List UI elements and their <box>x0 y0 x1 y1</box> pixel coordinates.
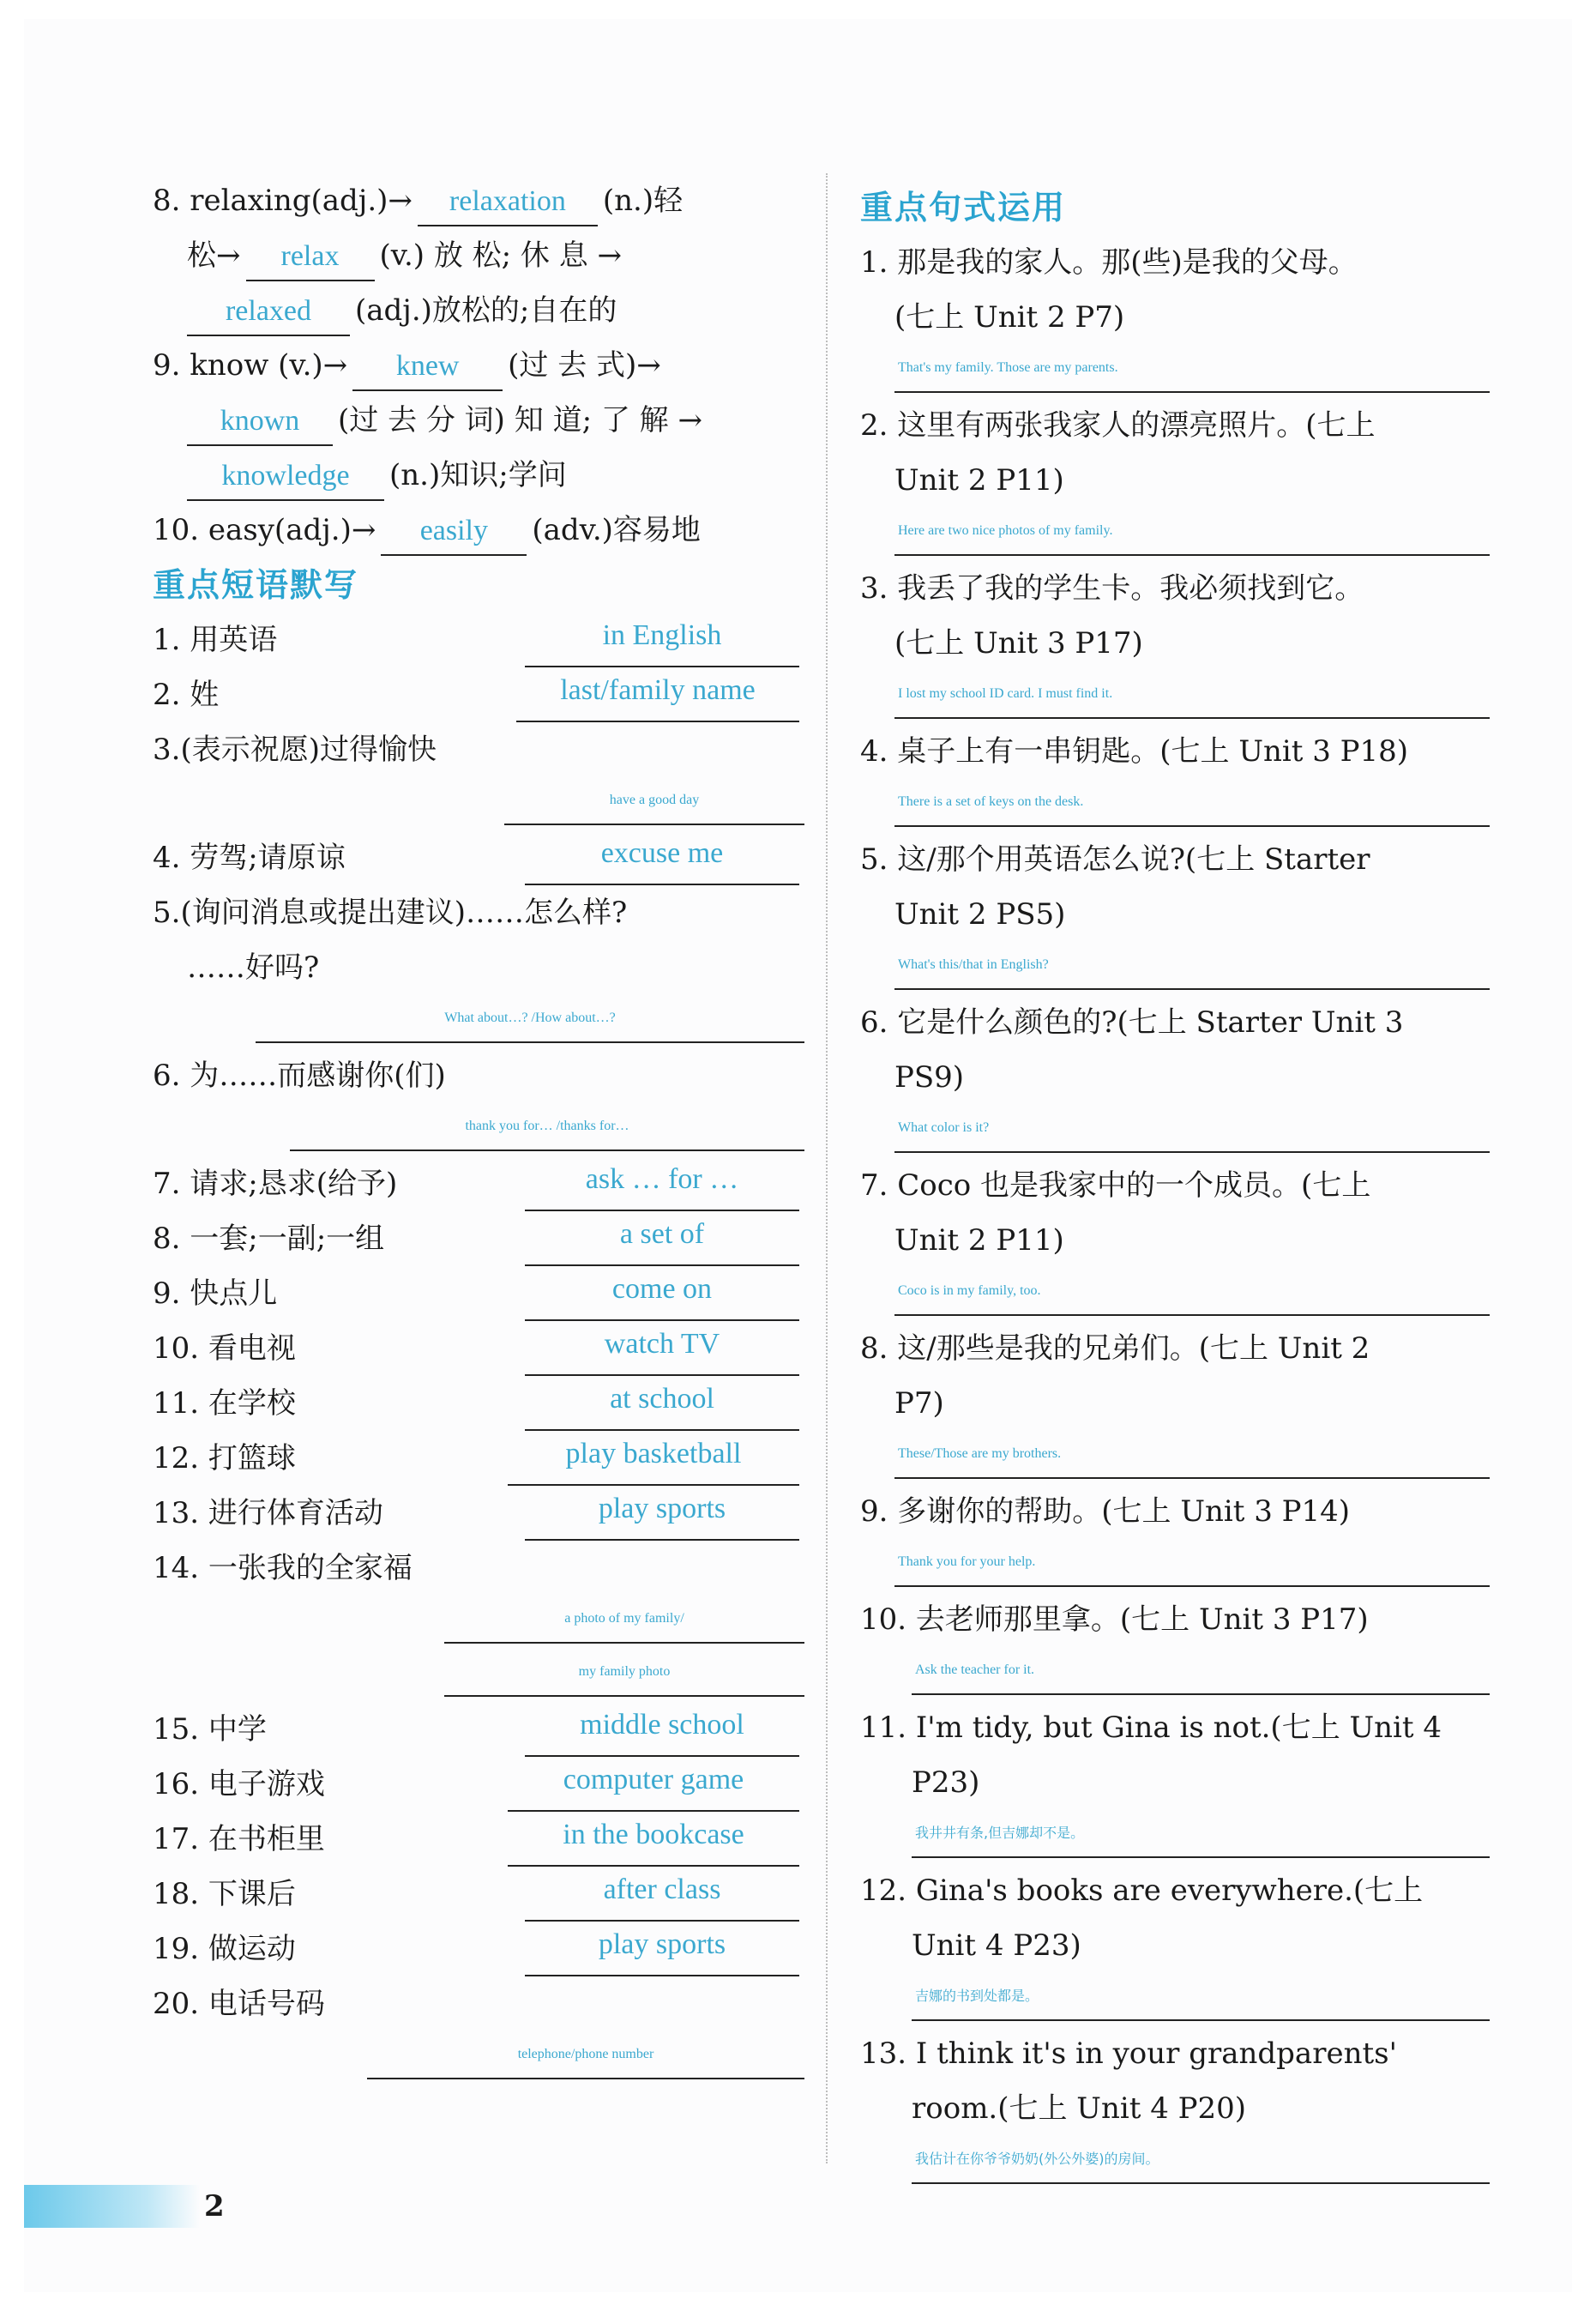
sentence-source: Unit 2 P11) <box>894 463 1064 498</box>
phrase-item <box>153 1757 804 1812</box>
sentence-item <box>860 1863 1486 2026</box>
page-number-bar <box>24 2185 200 2228</box>
phrase-item <box>153 1431 804 1486</box>
sentence-item <box>860 235 1486 398</box>
phrase-prompt: 6. 为……而感谢你(们) <box>153 1059 446 1093</box>
answer: have a good day <box>504 777 804 825</box>
phrase-item <box>153 1156 804 1211</box>
vocab-item <box>153 503 804 558</box>
phrase-item <box>153 830 804 885</box>
page-number: 2 <box>204 2189 225 2224</box>
vocab-prompt: 松→ <box>187 238 241 273</box>
answer: What's this/that in English? <box>894 942 1490 990</box>
answer: ask … for … <box>525 1156 799 1211</box>
phrase-prompt: 16. 电子游戏 <box>153 1767 325 1801</box>
sentence-item <box>860 1484 1486 1592</box>
section-title-phrases: 重点短语默写 <box>153 566 359 604</box>
phrase-prompt: 11. 在学校 <box>153 1386 296 1421</box>
left-column <box>153 173 804 2085</box>
answer: telephone/phone number <box>367 2031 804 2079</box>
sentence-source: room.(七上 Unit 4 P20) <box>912 2091 1247 2126</box>
phrase-prompt: 10. 看电视 <box>153 1331 296 1366</box>
answer: middle school <box>525 1702 799 1757</box>
phrase-prompt: 14. 一张我的全家福 <box>153 1551 413 1585</box>
section-title-sentences: 重点句式运用 <box>860 189 1067 226</box>
answer: These/Those are my brothers. <box>894 1431 1490 1479</box>
answer-line <box>153 777 804 830</box>
phrase-item <box>153 1486 804 1541</box>
sentence-prompt: 7. Coco 也是我家中的一个成员。(七上 <box>860 1168 1371 1203</box>
answer: There is a set of keys on the desk. <box>894 779 1490 827</box>
answer: my family photo <box>444 1649 804 1697</box>
phrase-item <box>153 1702 804 1757</box>
phrase-prompt: 17. 在书柜里 <box>153 1822 325 1856</box>
vocab-prompt: 8. relaxing(adj.)→ <box>153 184 413 218</box>
phrase-prompt: 3.(表示祝愿)过得愉快 <box>153 733 437 767</box>
phrase-item <box>153 1048 804 1103</box>
answer: Here are two nice photos of my family. <box>894 508 1490 556</box>
sentence-item <box>860 1700 1486 1863</box>
vocab-tail: (过 去 分 词) 知 道; 了 解 → <box>338 403 702 437</box>
sentence-item <box>860 2026 1486 2189</box>
phrase-item <box>153 1867 804 1922</box>
worksheet-page <box>24 19 1572 2292</box>
phrase-item <box>153 1266 804 1321</box>
answer: come on <box>525 1266 799 1321</box>
phrase-prompt: 8. 一套;一副;一组 <box>153 1222 385 1256</box>
sentence-item <box>860 832 1486 995</box>
vocab-item-line <box>153 283 804 338</box>
phrase-prompt: 19. 做运动 <box>153 1932 296 1966</box>
sentence-source: P7) <box>894 1386 944 1421</box>
sentence-prompt: 10. 去老师那里拿。(七上 Unit 3 P17) <box>860 1602 1369 1637</box>
answer: a set of <box>525 1211 799 1266</box>
sentence-prompt: 4. 桌子上有一串钥匙。(七上 Unit 3 P18) <box>860 734 1409 769</box>
answer: known <box>187 398 333 446</box>
phrase-item <box>153 1922 804 1976</box>
answer: play sports <box>525 1486 799 1541</box>
vocab-item <box>153 338 804 393</box>
answer: Coco is in my family, too. <box>894 1268 1490 1316</box>
sentence-item <box>860 1158 1486 1321</box>
answer: What about…? /How about…? <box>256 995 804 1043</box>
answer-line <box>153 1103 804 1156</box>
answer: relax <box>246 233 375 281</box>
phrase-item <box>153 885 804 940</box>
sentence-prompt: 8. 这/那些是我的兄弟们。(七上 Unit 2 <box>860 1331 1370 1366</box>
answer: watch TV <box>525 1321 799 1376</box>
sentence-source: (七上 Unit 3 P17) <box>894 626 1143 661</box>
sentence-source: Unit 2 P11) <box>894 1223 1064 1258</box>
sentence-prompt: 13. I think it's in your grandparents' <box>860 2036 1397 2071</box>
vocab-item-line <box>153 448 804 503</box>
phrase-item <box>153 667 804 722</box>
sentence-prompt: 12. Gina's books are everywhere.(七上 <box>860 1874 1424 1908</box>
answer: That's my family. Those are my parents. <box>894 345 1490 393</box>
phrase-item <box>153 612 804 667</box>
answer: knew <box>352 343 503 391</box>
answer: Thank you for your help. <box>894 1539 1490 1587</box>
phrase-prompt: 20. 电话号码 <box>153 1987 325 2021</box>
phrase-prompt: 7. 请求;恳求(给予) <box>153 1167 398 1201</box>
phrase-prompt: 9. 快点儿 <box>153 1276 278 1311</box>
phrase-prompt: 5.(询问消息或提出建议)……怎么样? <box>153 896 628 930</box>
sentence-prompt: 3. 我丢了我的学生卡。我必须找到它。 <box>860 571 1364 606</box>
answer: play sports <box>525 1922 799 1976</box>
answer: Ask the teacher for it. <box>912 1647 1490 1695</box>
answer: I lost my school ID card. I must find it. <box>894 671 1490 719</box>
sentence-item <box>860 1321 1486 1484</box>
sentence-source: P23) <box>912 1765 980 1800</box>
sentence-source: Unit 2 PS5) <box>894 897 1066 932</box>
answer: in English <box>525 612 799 667</box>
answer: at school <box>525 1376 799 1431</box>
sentence-prompt: 1. 那是我的家人。那(些)是我的父母。 <box>860 245 1358 280</box>
answer: 吉娜的书到处都是。 <box>912 1973 1490 2021</box>
answer: a photo of my family/ <box>444 1596 804 1644</box>
vocab-tail: (adv.)容易地 <box>532 513 701 547</box>
answer: last/family name <box>516 667 799 722</box>
phrase-prompt: 12. 打篮球 <box>153 1441 296 1475</box>
answer: easily <box>381 508 527 556</box>
sentence-item <box>860 995 1486 1158</box>
vocab-item-line <box>153 393 804 448</box>
sentence-item <box>860 398 1486 561</box>
vocab-tail: (n.)知识;学问 <box>389 458 567 492</box>
phrase-prompt: 2. 姓 <box>153 678 220 712</box>
answer: play basketball <box>508 1431 799 1486</box>
answer: excuse me <box>525 830 799 885</box>
answer: after class <box>525 1867 799 1922</box>
answer: computer game <box>508 1757 799 1812</box>
sentence-prompt: 5. 这/那个用英语怎么说?(七上 Starter <box>860 842 1370 877</box>
sentence-item <box>860 561 1486 724</box>
phrase-item-line <box>153 940 804 995</box>
vocab-item <box>153 173 804 228</box>
vocab-tail: (v.) 放 松; 休 息 → <box>379 238 622 273</box>
sentence-source: PS9) <box>894 1060 965 1095</box>
phrase-item <box>153 722 804 777</box>
right-column <box>860 180 1486 2189</box>
phrase-prompt: 4. 劳驾;请原谅 <box>153 841 346 875</box>
phrase-prompt: 13. 进行体育活动 <box>153 1496 383 1530</box>
sentence-prompt: 11. I'm tidy, but Gina is not.(七上 Unit 4 <box>860 1711 1442 1745</box>
phrase-item <box>153 1376 804 1431</box>
answer: in the bookcase <box>508 1812 799 1867</box>
phrase-prompt: 15. 中学 <box>153 1712 267 1747</box>
answer-line <box>153 1649 804 1702</box>
answer: 我估计在你爷爷奶奶(外公外婆)的房间。 <box>912 2136 1490 2184</box>
sentence-item <box>860 1592 1486 1700</box>
phrase-item <box>153 1541 804 1596</box>
phrase-item <box>153 1211 804 1266</box>
vocab-tail: (过 去 式)→ <box>508 348 661 383</box>
sentence-source: Unit 4 P23) <box>912 1928 1081 1963</box>
sentence-prompt: 9. 多谢你的帮助。(七上 Unit 3 P14) <box>860 1494 1351 1529</box>
answer: 我井井有条,但吉娜却不是。 <box>912 1810 1490 1858</box>
vocab-item-line <box>153 228 804 283</box>
vocab-tail: (adj.)放松的;自在的 <box>355 293 617 328</box>
answer: relaxed <box>187 288 350 336</box>
sentence-item <box>860 724 1486 832</box>
sentence-source: (七上 Unit 2 P7) <box>894 300 1125 335</box>
answer: knowledge <box>187 453 384 501</box>
answer: thank you for… /thanks for… <box>290 1103 804 1151</box>
sentence-prompt: 2. 这里有两张我家人的漂亮照片。(七上 <box>860 408 1376 443</box>
answer: relaxation <box>418 178 598 226</box>
sentence-prompt: 6. 它是什么颜色的?(七上 Starter Unit 3 <box>860 1005 1404 1040</box>
vocab-tail: (n.)轻 <box>602 184 684 218</box>
phrase-prompt: ……好吗? <box>187 950 320 985</box>
vocab-prompt: 10. easy(adj.)→ <box>153 513 376 547</box>
column-divider <box>826 173 828 2163</box>
phrase-prompt: 18. 下课后 <box>153 1877 296 1911</box>
phrase-item <box>153 1976 804 2031</box>
phrase-prompt: 1. 用英语 <box>153 623 278 657</box>
answer-line <box>153 995 804 1048</box>
phrase-item <box>153 1321 804 1376</box>
vocab-prompt: 9. know (v.)→ <box>153 348 348 383</box>
answer: What color is it? <box>894 1105 1490 1153</box>
answer-line <box>153 1596 804 1649</box>
answer-line <box>153 2031 804 2085</box>
phrase-item <box>153 1812 804 1867</box>
